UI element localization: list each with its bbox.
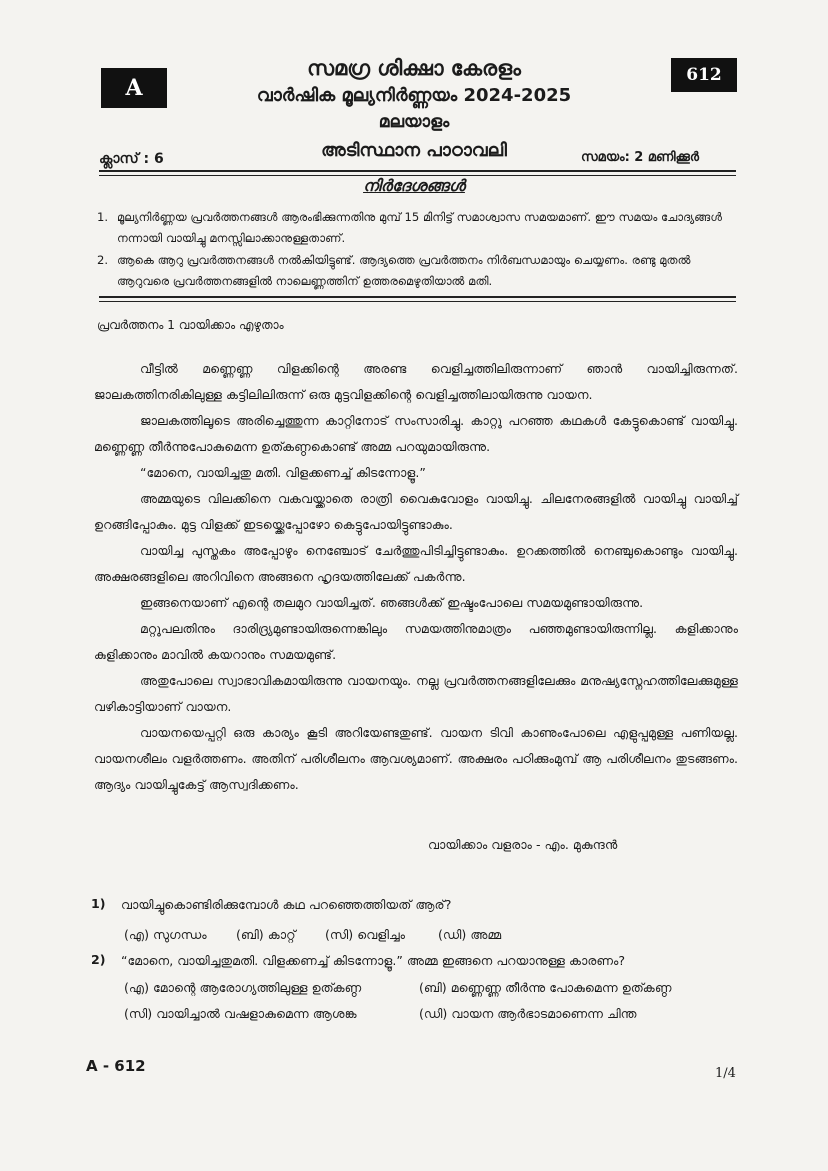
- question-number: 1): [91, 896, 106, 911]
- question-option: (സി) വെളിച്ചം: [325, 927, 406, 942]
- passage-paragraph: “മോനെ, വായിച്ചതു മതി. വിളക്കണച്ച് കിടന്നോളൂ.”: [140, 465, 426, 480]
- passage-source: വായിക്കാം വളരാം - എം. മുകുന്ദൻ: [428, 837, 618, 852]
- reading-passage: [94, 356, 738, 798]
- question-option: (സി) വായിച്ചാൽ വഷളാകുമെന്ന ആശങ്ക: [124, 1006, 357, 1021]
- question-option: (എ) സുഗന്ധം: [124, 927, 207, 942]
- instruction-number: 1.: [97, 210, 109, 224]
- set-badge: A: [101, 68, 167, 108]
- paper-code-badge: 612: [671, 58, 737, 92]
- question-option: (ബി) മണ്ണെണ്ണ തീർന്നു പോകുമെന്ന ഉത്കണ്ഠ: [419, 980, 672, 995]
- instruction-number: 2.: [97, 253, 109, 267]
- org-title: സമഗ്ര ശിക്ഷാ കേരളം: [307, 56, 521, 80]
- subject-title: അടിസ്ഥാന പാഠാവലി: [321, 140, 507, 161]
- page-number: 1/4: [715, 1066, 736, 1081]
- passage-paragraph: അമ്മയുടെ വിലക്കിനെ വകവയ്ക്കാതെ രാത്രി വൈകുവോളം വായിച്ചു. ചിലനേരങ്ങളിൽ വായിച്ചു വായിച്ച് ഉറങ്ങിപ്പോകും. മുട്ട വിളക്ക് ഇടയ്ക്കെപ്പോഴോ കെട്ടുപോയിട്ടുണ്ടാകും.: [94, 491, 738, 532]
- question-option: (ഡി) അമ്മ: [438, 927, 502, 942]
- footer-paper-code: A - 612: [86, 1057, 146, 1075]
- instruction-item: [97, 207, 739, 249]
- question-number: 2): [91, 952, 106, 967]
- question-option: (ബി) കാറ്റ്: [236, 927, 296, 942]
- passage-paragraph: അതുപോലെ സ്വാഭാവികമായിരുന്നു വായനയും. നല്ല പ്രവർത്തനങ്ങളിലേക്കും മനുഷ്യസ്നേഹത്തിലേക്കുമുള്ള വഴികാട്ടിയാണ് വായന.: [94, 673, 738, 714]
- exam-title: വാർഷിക മൂല്യനിർണ്ണയം 2024-2025: [256, 85, 572, 106]
- instruction-text: മൂല്യനിർണ്ണയ പ്രവർത്തനങ്ങൾ ആരംഭിക്കുന്നതിനു മുമ്പ് 15 മിനിട്ട് സമാശ്വാസ സമയമാണ്. ഈ സമയം ചോദ്യങ്ങൾ നന്നായി വായിച്ചു മനസ്സിലാക്കാനുള്ളതാണ്.: [117, 210, 722, 245]
- passage-paragraph: വായിച്ച പുസ്തകം അപ്പോഴും നെഞ്ചോട് ചേർത്തുപിടിച്ചിട്ടുണ്ടാകും. ഉറക്കത്തിൽ നെഞ്ചുകൊണ്ടും വായിച്ചു. അക്ഷരങ്ങളിലെ അറിവിനെ അങ്ങനെ ഹൃദയത്തിലേക്ക് പകർന്നു.: [94, 543, 738, 584]
- question-option: (എ) മോന്റെ ആരോഗ്യത്തിലുള്ള ഉത്കണ്ഠ: [124, 980, 362, 995]
- passage-paragraph: വീട്ടിൽ മണ്ണെണ്ണ വിളക്കിന്റെ അരണ്ട വെളിച്ചത്തിലിരുന്നാണ് ഞാൻ വായിച്ചിരുന്നത്. ജാലകത്തിനരികിലുള്ള കട്ടിലിലിരുന്ന് ഒരു മുട്ടവിളക്കിന്റെ വെളിച്ചത്തിലായിരുന്നു വായന.: [94, 361, 738, 402]
- passage-paragraph: വായനയെപ്പറ്റി ഒരു കാര്യം കൂടി അറിയേണ്ടതുണ്ട്. വായന ടിവി കാണുംപോലെ എളുപ്പമുള്ള പണിയല്ല. വായനശീലം വളർത്തണം. അതിന് പരിശീലനം ആവശ്യമാണ്. അക്ഷരം പഠിക്കുംമുമ്പ് ആ പരിശീലനം തുടങ്ങണം. ആദ്യം വായിച്ചുകേട്ട് ആസ്വദിക്കണം.: [94, 725, 738, 792]
- instructions-divider: [99, 296, 736, 302]
- instruction-item: [97, 250, 739, 292]
- time-label: സമയം: 2 മണിക്കൂർ: [581, 150, 700, 165]
- question-text: “മോനെ, വായിച്ചതുമതി. വിളക്കണച്ച് കിടന്നോളൂ.” അമ്മ ഇങ്ങനെ പറയാനുള്ള കാരണം?: [121, 953, 626, 968]
- activity-title: പ്രവർത്തനം 1 വായിക്കാം എഴുതാം: [97, 318, 284, 332]
- question-text: വായിച്ചുകൊണ്ടിരിക്കുമ്പോൾ കഥ പറഞ്ഞെത്തിയത് ആര്?: [121, 897, 452, 912]
- instruction-text: ആകെ ആറു പ്രവർത്തനങ്ങൾ നൽകിയിട്ടുണ്ട്. ആദ്യത്തെ പ്രവർത്തനം നിർബന്ധമായും ചെയ്യണം. രണ്ടു മുതൽ ആറുവരെ പ്രവർത്തനങ്ങളിൽ നാലെണ്ണത്തിന് ഉത്തരമെഴുതിയാൽ മതി.: [117, 253, 691, 288]
- passage-paragraph: ഇങ്ങനെയാണ് എന്റെ തലമുറ വായിച്ചത്. ഞങ്ങൾക്ക് ഇഷ്ടംപോലെ സമയമുണ്ടായിരുന്നു.: [140, 595, 644, 610]
- passage-paragraph: ജാലകത്തിലൂടെ അരിച്ചെത്തുന്ന കാറ്റിനോട് സംസാരിച്ചു. കാറ്റു പറഞ്ഞ കഥകൾ കേട്ടുകൊണ്ട് വായിച്ചു. മണ്ണെണ്ണ തീർന്നുപോകുമെന്ന ഉത്കണ്ഠകൊണ്ട് അമ്മ പറയുമായിരുന്നു.: [94, 413, 738, 454]
- subject-language: മലയാളം: [378, 112, 450, 132]
- passage-paragraph: മറ്റുപലതിനും ദാരിദ്ര്യമുണ്ടായിരുന്നെങ്കിലും സമയത്തിനുമാത്രം പഞ്ഞമുണ്ടായിരുന്നില്ല. കളിക്കാനും കുളിക്കാനും മാവിൽ കയറാനും സമയമുണ്ട്.: [94, 621, 738, 662]
- question-option: (ഡി) വായന ആർഭാടമാണെന്ന ചിന്ത: [419, 1006, 637, 1021]
- instructions-title: നിർദേശങ്ങൾ: [363, 176, 465, 195]
- class-label: ക്ലാസ് : 6: [99, 151, 164, 167]
